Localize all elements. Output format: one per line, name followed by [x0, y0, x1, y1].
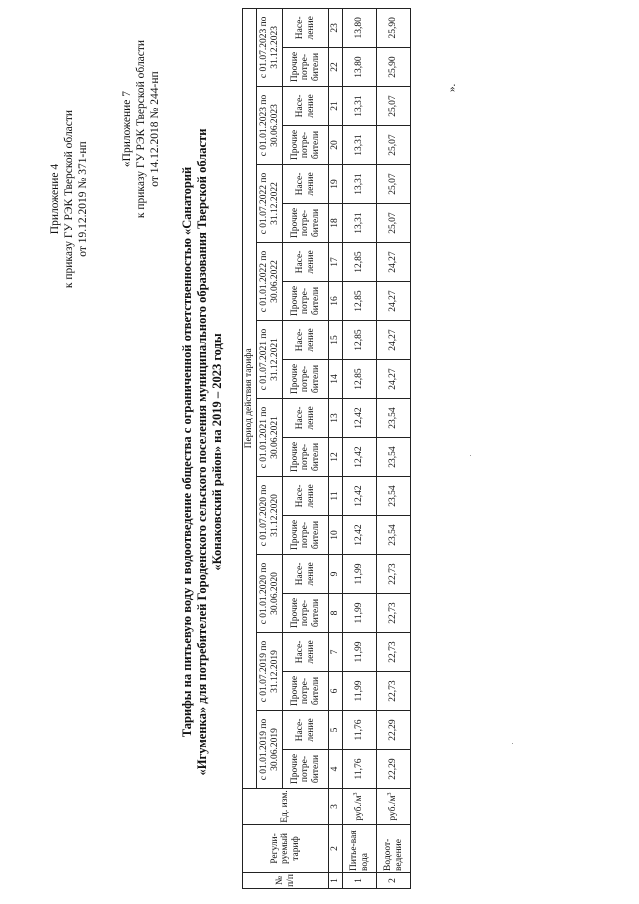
column-number: 12: [329, 438, 343, 477]
header-period-range: с 01.01.2020 по 30.06.2020: [257, 555, 283, 633]
tariff-value: 22,73: [377, 555, 411, 594]
column-number: 8: [329, 594, 343, 633]
column-number: 20: [329, 126, 343, 165]
header-other-consumers: Прочие потре-бители: [283, 516, 329, 555]
header-population: Насе-ление: [283, 165, 329, 204]
row-number: 1: [343, 873, 377, 889]
tariff-value: 24,27: [377, 360, 411, 399]
tariff-value: 12,42: [343, 399, 377, 438]
header-population: Насе-ление: [283, 243, 329, 282]
header-row-period: [243, 8, 257, 888]
header-period: Период действия тарифа: [243, 8, 257, 788]
header-population: Насе-ление: [283, 711, 329, 750]
header-period-range: с 01.07.2022 по 31.12.2022: [257, 165, 283, 243]
header-other-consumers: Прочие потре-бители: [283, 204, 329, 243]
header-population: Насе-ление: [283, 477, 329, 516]
header-period-range: с 01.07.2021 по 31.12.2021: [257, 321, 283, 399]
tariff-value: 13,31: [343, 87, 377, 126]
tariff-value: 22,73: [377, 672, 411, 711]
header-row-consumers: [283, 8, 329, 888]
column-number: 23: [329, 8, 343, 47]
tariff-value: 23,54: [377, 399, 411, 438]
scan-speck: [470, 455, 471, 456]
tariff-value: 13,31: [343, 204, 377, 243]
appendix-4-reference: [48, 94, 90, 304]
header-other-consumers: Прочие потре-бители: [283, 48, 329, 87]
column-number: 18: [329, 204, 343, 243]
column-number: 11: [329, 477, 343, 516]
appendix-4-line3: от 19.12.2019 № 371-нп: [77, 141, 89, 257]
tariff-value: 24,27: [377, 321, 411, 360]
appendix-7-reference: [120, 14, 162, 244]
tariff-value: 11,99: [343, 594, 377, 633]
header-period-range: с 01.01.2021 по 30.06.2021: [257, 399, 283, 477]
tariff-value: 11,99: [343, 633, 377, 672]
header-period-range: с 01.01.2019 по 30.06.2019: [257, 711, 283, 789]
tariff-value: 11,76: [343, 750, 377, 789]
header-other-consumers: Прочие потре-бители: [283, 126, 329, 165]
tariff-value: 25,07: [377, 126, 411, 165]
appendix-7-line3: от 14.12.2018 № 244-нп: [149, 71, 161, 187]
header-period-range: с 01.07.2019 по 31.12.2019: [257, 633, 283, 711]
column-number: 10: [329, 516, 343, 555]
closing-quote: ».: [446, 83, 458, 92]
title-line1: Тарифы на питьевую воду и водоотведение общества с ограниченной ответственностью «Санаторий: [180, 166, 194, 738]
tariff-value: 25,07: [377, 87, 411, 126]
tariff-value: 23,54: [377, 438, 411, 477]
column-number: 7: [329, 633, 343, 672]
appendix-7-line1: «Приложение 7: [121, 90, 133, 168]
tariff-value: 25,90: [377, 48, 411, 87]
header-population: Насе-ление: [283, 399, 329, 438]
header-population: Насе-ление: [283, 555, 329, 594]
header-other-consumers: Прочие потре-бители: [283, 672, 329, 711]
row-unit: $руб./м^3$: [343, 789, 377, 825]
table-row: [377, 8, 411, 888]
header-other-consumers: Прочие потре-бители: [283, 360, 329, 399]
header-unit: Ед. изм.: [243, 789, 329, 825]
header-row-column-numbers: [329, 8, 343, 888]
scan-speck: [512, 743, 513, 744]
unit-exponent: 3: [387, 792, 394, 796]
tariff-value: 25,07: [377, 204, 411, 243]
column-number: 6: [329, 672, 343, 711]
tariff-value: 11,99: [343, 672, 377, 711]
tariff-value: 24,27: [377, 243, 411, 282]
header-period-range: с 01.01.2023 по 30.06.2023: [257, 87, 283, 165]
tariff-value: 12,42: [343, 438, 377, 477]
tariff-value: 24,27: [377, 282, 411, 321]
header-other-consumers: Прочие потре-бители: [283, 594, 329, 633]
title-line3: «Конаковский район» на 2019 – 2023 годы: [210, 333, 224, 571]
tariff-value: 25,90: [377, 8, 411, 47]
tariff-value: 13,31: [343, 126, 377, 165]
tariff-value: 23,54: [377, 477, 411, 516]
tariff-value: 12,85: [343, 321, 377, 360]
title-line2: «Игуменка» для потребителей Городенского сельского поселения муниципального образования Тверской области: [195, 128, 209, 776]
document-title: [180, 0, 225, 904]
tariff-value: 13,80: [343, 8, 377, 47]
appendix-4-line2: к приказу ГУ РЭК Тверской области: [63, 109, 75, 289]
column-number: 14: [329, 360, 343, 399]
row-tariff-name: Питье-вая вода: [343, 825, 377, 873]
header-population: Насе-ление: [283, 321, 329, 360]
column-number: 13: [329, 399, 343, 438]
column-number: 22: [329, 48, 343, 87]
column-number: 21: [329, 87, 343, 126]
tariff-value: 12,42: [343, 516, 377, 555]
header-tariff: Регули-руемый тариф: [243, 825, 329, 873]
tariff-value: 22,29: [377, 750, 411, 789]
tariff-value: 12,85: [343, 282, 377, 321]
column-number: 2: [329, 825, 343, 873]
header-period-range: с 01.07.2020 по 31.12.2020: [257, 477, 283, 555]
unit-exponent: 3: [353, 792, 360, 796]
column-number: 9: [329, 555, 343, 594]
tariff-value: 12,85: [343, 360, 377, 399]
appendix-7-line2: к приказу ГУ РЭК Тверской области: [135, 39, 147, 219]
tariff-value: 25,07: [377, 165, 411, 204]
tariff-value: 13,80: [343, 48, 377, 87]
table-row: [343, 8, 377, 888]
tariff-value: 11,99: [343, 555, 377, 594]
column-number: 17: [329, 243, 343, 282]
tariff-value: 11,76: [343, 711, 377, 750]
header-population: Насе-ление: [283, 633, 329, 672]
tariff-value: 22,73: [377, 633, 411, 672]
header-other-consumers: Прочие потре-бители: [283, 750, 329, 789]
column-number: 16: [329, 282, 343, 321]
header-row-dates: [257, 8, 283, 888]
column-number: 4: [329, 750, 343, 789]
tariff-value: 22,29: [377, 711, 411, 750]
header-population: Насе-ление: [283, 87, 329, 126]
header-population: Насе-ление: [283, 8, 329, 47]
tariff-table: [242, 8, 411, 889]
row-tariff-name: Водоот-ведение: [377, 825, 411, 873]
column-number: 5: [329, 711, 343, 750]
header-other-consumers: Прочие потре-бители: [283, 282, 329, 321]
tariff-value: 12,42: [343, 477, 377, 516]
tariff-value: 22,73: [377, 594, 411, 633]
tariff-value: 13,31: [343, 165, 377, 204]
column-number: 3: [329, 789, 343, 825]
header-number: № п/п: [243, 873, 329, 889]
column-number: 15: [329, 321, 343, 360]
row-unit: $руб./м^3$: [377, 789, 411, 825]
appendix-4-line1: Приложение 4: [49, 163, 61, 235]
header-period-range: с 01.01.2022 по 30.06.2022: [257, 243, 283, 321]
header-other-consumers: Прочие потре-бители: [283, 438, 329, 477]
row-number: 2: [377, 873, 411, 889]
tariff-value: 23,54: [377, 516, 411, 555]
column-number: 1: [329, 873, 343, 889]
column-number: 19: [329, 165, 343, 204]
header-period-range: с 01.07.2023 по 31.12.2023: [257, 8, 283, 86]
tariff-value: 12,85: [343, 243, 377, 282]
